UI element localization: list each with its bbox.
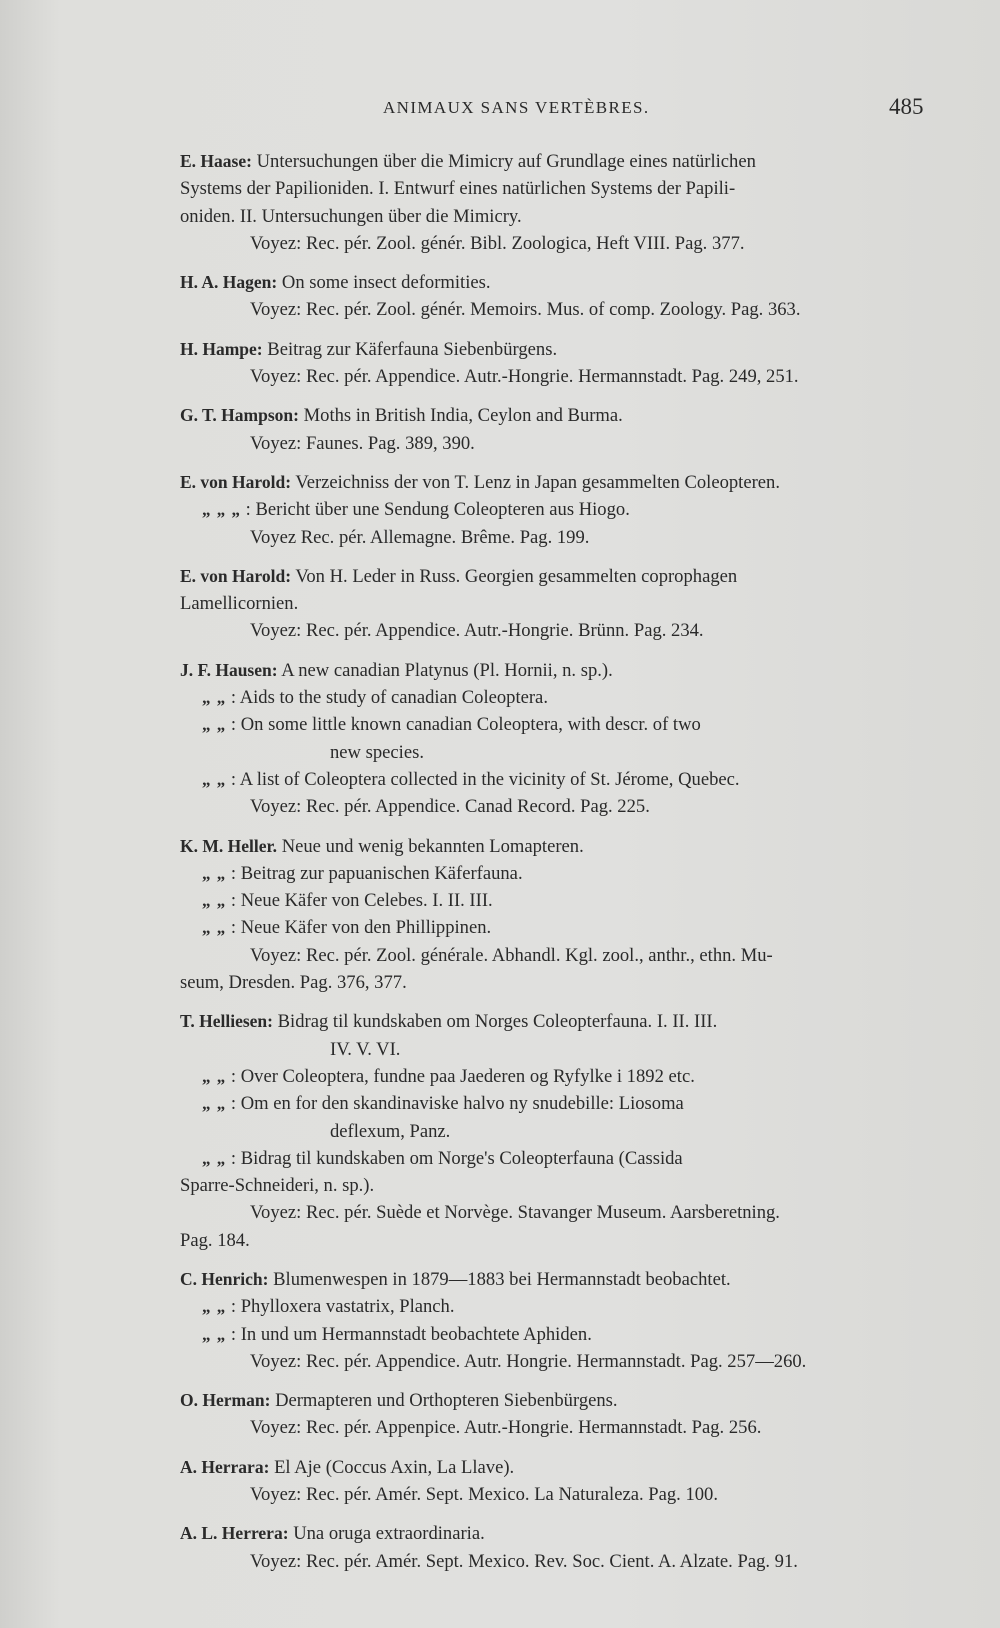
ditto-mark: „ „ „ [202,500,241,520]
bibliography-entry [180,269,928,324]
entry-text: A new canadian Platynus (Pl. Hornii, n. sp.). [281,659,613,681]
entry-line [180,1008,928,1035]
entry-text: : Beitrag zur papuanischen Käferfauna. [230,862,523,884]
bibliography-entry [180,563,928,645]
author-name: H. Hampe: [180,338,263,359]
bibliography-entry [180,833,928,997]
entry-text: Voyez: Rec. pér. Zool. génér. Memoirs. Mus. of comp. Zoology. Pag. 363. [250,299,801,321]
entry-text: Voyez Rec. pér. Allemagne. Brême. Pag. 199. [250,526,590,548]
entry-line [180,942,928,969]
entry-line [180,887,928,914]
entry-line [180,860,928,887]
entry-line [180,430,928,457]
author-name: T. Helliesen: [180,1011,273,1032]
running-title: ANIMAUX SANS VERTÈBRES. [383,98,650,117]
entry-text: Von H. Leder in Russ. Georgien gesammelten coprophagen [295,565,738,587]
entry-text: Voyez: Faunes. Pag. 389, 390. [250,432,475,454]
author-name: E. von Harold: [180,565,292,586]
entry-text: : In und um Hermannstadt beobachtete Aphiden. [230,1323,592,1345]
entry-line [180,1348,928,1375]
entry-line [180,1199,928,1226]
ditto-mark: „ „ [202,863,227,883]
entry-line [180,766,928,793]
author-name: A. Herrara: [180,1456,270,1477]
entry-line [180,1548,928,1575]
bibliography-entry [180,657,928,821]
entry-text: Voyez: Rec. pér. Appendice. Autr.-Hongrie. Brünn. Pag. 234. [250,620,704,642]
entry-line [180,1481,928,1508]
entry-text: Verzeichniss der von T. Lenz in Japan gesammelten Coleopteren. [295,471,780,493]
entry-line [180,296,928,323]
entry-line [180,1090,928,1117]
entry-line [180,1266,928,1293]
entry-text: Systems der Papilioniden. I. Entwurf eines natürlichen Systems der Papili- [180,178,736,200]
bibliography-entry [180,1008,928,1254]
entry-line [180,1387,928,1414]
entry-line [180,969,928,996]
entry-text: Voyez: Rec. pér. Appendice. Canad Record. Pag. 225. [250,796,650,818]
entry-text: : Neue Käfer von den Phillippinen. [230,917,492,939]
ditto-mark: „ „ [202,715,227,735]
author-name: E. von Harold: [180,471,292,492]
entry-line [180,1321,928,1348]
entry-line [180,336,928,363]
entry-text: Una oruga extraordinaria. [293,1523,485,1545]
entry-line [180,1227,928,1254]
entry-line [180,1293,928,1320]
author-name: A. L. Herrera: [180,1523,289,1544]
entry-text: El Aje (Coccus Axin, La Llave). [274,1456,515,1478]
bibliography-entry [180,1266,928,1375]
entry-text: Untersuchungen über die Mimicry auf Grundlage eines natürlichen [256,151,756,172]
bibliography-entry [180,402,928,457]
entry-text: Voyez: Rec. pér. Appendice. Autr.-Hongrie. Hermannstadt. Pag. 249, 251. [250,366,799,388]
entry-line [180,1520,928,1547]
ditto-mark: „ „ [202,918,227,938]
entry-line [180,793,928,820]
author-name: E. Haase: [180,151,252,171]
entry-text: : Neue Käfer von Celebes. I. II. III. [230,890,493,912]
entry-text: Neue und wenig bekannten Lomapteren. [281,835,584,857]
ditto-mark: „ „ [202,1148,227,1168]
entry-line [180,590,928,617]
entry-line [180,1036,928,1063]
entry-line [180,1172,928,1199]
bibliography-entry [180,1454,928,1509]
author-name: G. T. Hampson: [180,405,299,426]
ditto-mark: „ „ [202,1324,227,1344]
ditto-mark: „ „ [202,769,227,789]
entry-text: : Om en for den skandinaviske halvo ny snudebille: Liosoma [230,1093,684,1115]
bibliography-entry [180,148,928,257]
entry-line [180,363,928,390]
entry-line [180,1414,928,1441]
entry-text: Voyez: Rec. pér. Zool. génér. Bibl. Zoologica, Heft VIII. Pag. 377. [250,232,745,254]
entry-line [180,148,928,175]
entry-line [180,1145,928,1172]
entry-text: Voyez: Rec. pér. Amér. Sept. Mexico. Rev. Soc. Cient. A. Alzate. Pag. 91. [250,1550,798,1572]
entry-line [180,617,928,644]
ditto-mark: „ „ [202,1297,227,1317]
entry-text: IV. V. VI. [330,1038,401,1060]
entry-text: On some insect deformities. [281,272,491,294]
entry-line [180,402,928,429]
author-name: O. Herman: [180,1390,271,1411]
entry-text: : A list of Coleoptera collected in the vicinity of St. Jérome, Quebec. [230,768,740,790]
entry-text: Voyez: Rec. pér. Amér. Sept. Mexico. La Naturaleza. Pag. 100. [250,1484,718,1506]
bibliography-entry [180,336,928,391]
entry-text: new species. [330,741,424,763]
author-name: H. A. Hagen: [180,272,278,293]
entry-text: Bidrag til kundskaben om Norges Coleopterfauna. I. II. III. [277,1011,718,1033]
ditto-mark: „ „ [202,891,227,911]
ditto-mark: „ „ [202,1066,227,1086]
entry-line [180,469,928,496]
entry-text: seum, Dresden. Pag. 376, 377. [180,972,407,994]
author-name: J. F. Hausen: [180,659,278,680]
entry-text: Moths in British India, Ceylon and Burma. [303,405,623,427]
entry-text: : On some little known canadian Coleoptera, with descr. of two [230,714,701,736]
entry-text: Pag. 184. [180,1229,250,1251]
entry-text: Voyez: Rec. pér. Suède et Norvège. Stavanger Museum. Aarsberetning. [250,1202,780,1224]
entry-text: Blumenwespen in 1879—1883 bei Hermannstadt beobachtet. [273,1268,731,1290]
entry-line [180,1118,928,1145]
entry-text: Voyez: Rec. pér. Appendice. Autr. Hongrie. Hermannstadt. Pag. 257—260. [250,1350,807,1372]
entry-line [180,230,928,257]
entry-text: Lamellicornien. [180,593,299,615]
entry-line [180,684,928,711]
entry-text: : Bidrag til kundskaben om Norge's Coleopterfauna (Cassida [230,1147,683,1169]
entry-text: : Bericht über une Sendung Coleopteren aus Hiogo. [245,499,630,521]
entry-text: Dermapteren und Orthopteren Siebenbürgens. [275,1390,618,1412]
author-name: K. M. Heller. [180,835,278,856]
bibliography-body [180,148,928,1587]
entry-line [180,269,928,296]
entry-line [180,524,928,551]
bibliography-entry [180,1520,928,1575]
ditto-mark: „ „ [202,688,227,708]
entry-line [180,711,928,738]
entry-line [180,739,928,766]
entry-line [180,175,928,202]
entry-line [180,496,928,523]
ditto-mark: „ „ [202,1094,227,1114]
entry-text: oniden. II. Untersuchungen über die Mimicry. [180,205,522,227]
entry-text: : Aids to the study of canadian Coleoptera. [230,687,548,709]
entry-line [180,203,928,230]
entry-line [180,1454,928,1481]
entry-text: deflexum, Panz. [330,1120,451,1142]
entry-line [180,914,928,941]
bibliography-entry [180,1387,928,1442]
entry-text: Voyez: Rec. pér. Zool. générale. Abhandl. Kgl. zool., anthr., ethn. Mu- [250,944,773,966]
entry-text: : Phylloxera vastatrix, Planch. [230,1296,455,1318]
entry-line [180,563,928,590]
author-name: C. Henrich: [180,1268,269,1289]
page-number: 485 [889,94,924,119]
entry-text: : Over Coleoptera, fundne paa Jaederen og Ryfylke i 1892 etc. [230,1065,695,1087]
entry-line [180,833,928,860]
page-header [0,94,1000,128]
entry-line [180,657,928,684]
entry-line [180,1063,928,1090]
entry-text: Sparre-Schneideri, n. sp.). [180,1175,375,1197]
entry-text: Voyez: Rec. pér. Appenpice. Autr.-Hongrie. Hermannstadt. Pag. 256. [250,1417,762,1439]
entry-text: Beitrag zur Käferfauna Siebenbürgens. [267,338,558,360]
bibliography-entry [180,469,928,551]
